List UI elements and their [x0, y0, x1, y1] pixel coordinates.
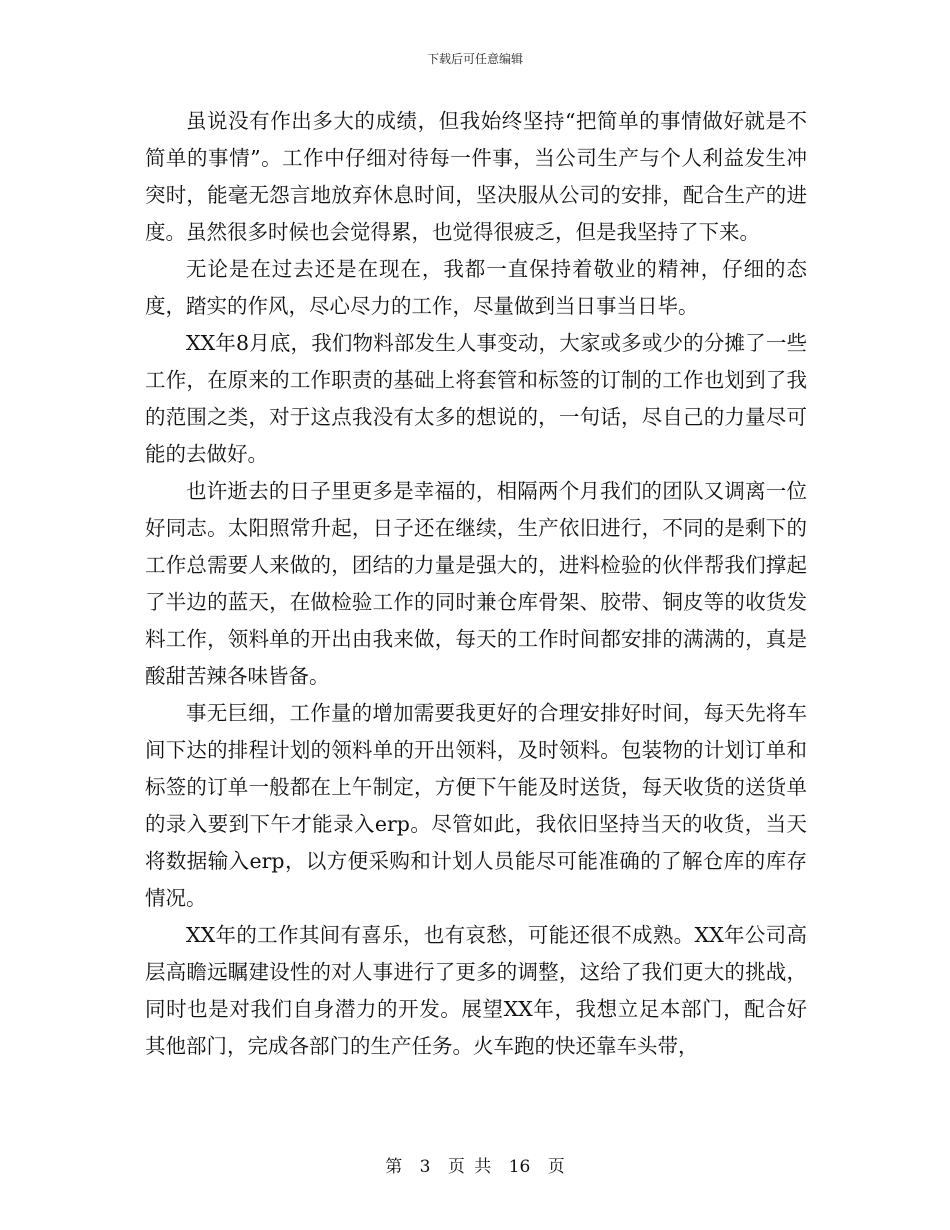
- paragraph: XX年8月底，我们物料部发生人事变动，大家或多或少的分摊了一些工作，在原来的工作职责的基础上将套管和标签的订制的工作也划到了我的范围之类，对于这点我没有太多的想说的，一句话，尽自己的力量尽可能的去做好。: [145, 331, 807, 466]
- paragraph: 无论是在过去还是在现在，我都一直保持着敬业的精神，仔细的态度，踏实的作风，尽心尽力的工作，尽量做到当日事当日毕。: [145, 257, 807, 318]
- paragraph: 也许逝去的日子里更多是幸福的，相隔两个月我们的团队又调离一位好同志。太阳照常升起，日子还在继续，生产依旧进行，不同的是剩下的工作总需要人来做的，团结的力量是强大的，进料检验的伙伴帮我们撑起了半边的蓝天，在做检验工作的同时兼仓库骨架、胶带、铜皮等的收货发料工作，领料单的开出由我来做，每天的工作时间都安排的满满的，真是酸甜苦辣各味皆备。: [145, 479, 807, 688]
- document-body: [145, 103, 807, 1065]
- paragraph: 虽说没有作出多大的成绩，但我始终坚持“把简单的事情做好就是不简单的事情”。工作中仔细对待每一件事，当公司生产与个人利益发生冲突时，能毫无怨言地放弃休息时间，坚决服从公司的安排，配合生产的进度。虽然很多时候也会觉得累，也觉得很疲乏，但是我坚持了下来。: [145, 109, 807, 244]
- footer-middle: 页 共: [447, 1157, 492, 1177]
- current-page-number: 3: [419, 1157, 431, 1177]
- paragraph: XX年的工作其间有喜乐，也有哀愁，可能还很不成熟。XX年公司高层高瞻远瞩建设性的对人事进行了更多的调整，这给了我们更大的挑战，同时也是对我们自身潜力的开发。展望XX年，我想立足本部门，配合好其他部门，完成各部门的生产任务。火车跑的快还靠车头带，: [145, 923, 807, 1058]
- footer-prefix: 第: [385, 1157, 403, 1177]
- page-footer: [0, 1152, 950, 1177]
- paragraph: 事无巨细，工作量的增加需要我更好的合理安排好时间，每天先将车间下达的排程计划的领料单的开出领料，及时领料。包装物的计划订单和标签的订单一般都在上午制定，方便下午能及时送货，每天收货的送货单的录入要到下午才能录入erp。尽管如此，我依旧坚持当天的收货，当天将数据输入erp，以方便采购和计划人员能尽可能准确的了解仓库的库存情况。: [145, 701, 807, 910]
- total-page-count: 16: [508, 1157, 531, 1177]
- footer-suffix: 页: [547, 1157, 565, 1177]
- page-header: 下载后可任意编辑: [426, 52, 523, 66]
